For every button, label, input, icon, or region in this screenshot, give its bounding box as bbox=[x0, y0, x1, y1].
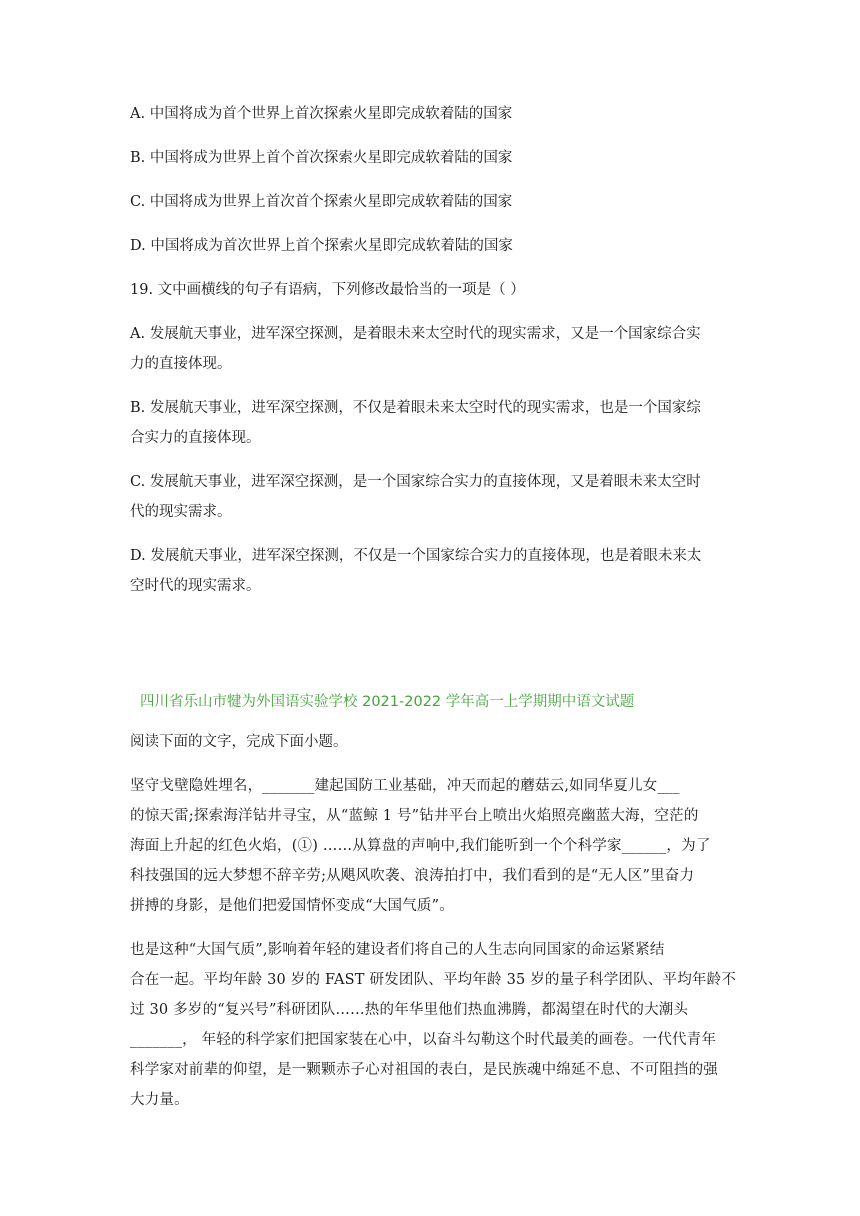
passage-p1-line4: 科技强国的远大梦想不辞辛劳;从飓风吹袭、浪涛拍打中，我们看到的是“无人区”里奋力 bbox=[130, 868, 695, 884]
passage-p2-line6: 大力量。 bbox=[130, 1092, 189, 1108]
q19-option-c-line1: C. 发展航天事业，进军深空探测，是一个国家综合实力的直接体现，又是着眼未来太空时 bbox=[130, 474, 701, 490]
passage-p1-line1: 坚守戈壁隐姓埋名，_______建起国防工业基础，冲天而起的蘑菇云,如同华夏儿女___ bbox=[130, 778, 680, 794]
q18-option-b: B. 中国将成为世界上首个首次探索火星即完成软着陆的国家 bbox=[130, 150, 513, 166]
exam-source-title: 四川省乐山市犍为外国语实验学校 2021-2022 学年高一上学期期中语文试题 bbox=[140, 694, 635, 710]
q19-option-d-line2: 空时代的现实需求。 bbox=[130, 578, 261, 594]
q19-option-a-line1: A. 发展航天事业，进军深空探测，是着眼未来太空时代的现实需求，又是一个国家综合实 bbox=[130, 326, 701, 342]
q19-option-c-line2: 代的现实需求。 bbox=[130, 504, 232, 520]
passage-p2-line3: 过 30 多岁的“复兴号”科研团队……热的年华里他们热血沸腾，都渴望在时代的大潮头 bbox=[130, 1002, 689, 1018]
passage-p2-line5: 科学家对前辈的仰望，是一颗颗赤子心对祖国的表白，是民族魂中绵延不息、不可阻挡的强 bbox=[130, 1062, 718, 1078]
q18-option-c: C. 中国将成为世界上首次首个探索火星即完成软着陆的国家 bbox=[130, 194, 513, 210]
passage-p2-line1: 也是这种“大国气质”,影响着年轻的建设者们将自己的人生志向同国家的命运紧紧结 bbox=[130, 942, 665, 958]
q19-option-b-line2: 合实力的直接体现。 bbox=[130, 430, 261, 446]
q19-option-b-line1: B. 发展航天事业，进军深空探测，不仅是着眼未来太空时代的现实需求，也是一个国家综 bbox=[130, 400, 701, 416]
passage-p2-line4: _______， 年轻的科学家们把国家装在心中，以奋斗勾勒这个时代最美的画卷。一代代青年 bbox=[130, 1032, 717, 1048]
q19-option-d-line1: D. 发展航天事业，进军深空探测，不仅是一个国家综合实力的直接体现，也是着眼未来太 bbox=[130, 548, 702, 564]
passage-p1-line2: 的惊天雷;探索海洋钻井寻宝，从“蓝鲸 1 号”钻井平台上喷出火焰照亮幽蓝大海，空茫的 bbox=[130, 808, 699, 824]
passage-p2-line2: 合在一起。平均年龄 30 岁的 FAST 研发团队、平均年龄 35 岁的量子科学团队、平均年龄不 bbox=[130, 972, 737, 988]
q18-option-a: A. 中国将成为首个世界上首次探索火星即完成软着陆的国家 bbox=[130, 106, 513, 122]
reading-instruction: 阅读下面的文字，完成下面小题。 bbox=[130, 734, 348, 750]
q19-option-a-line2: 力的直接体现。 bbox=[130, 356, 232, 372]
q19-stem: 19. 文中画横线的句子有语病，下列修改最恰当的一项是（ ） bbox=[130, 282, 525, 298]
q18-option-d: D. 中国将成为首次世界上首个探索火星即完成软着陆的国家 bbox=[130, 238, 513, 254]
passage-p1-line5: 拼搏的身影，是他们把爱国情怀变成“大国气质”。 bbox=[130, 898, 454, 914]
passage-p1-line3: 海面上升起的红色火焰，(①) ……从算盘的声响中,我们能听到一个个科学家______，为了 bbox=[130, 838, 711, 854]
